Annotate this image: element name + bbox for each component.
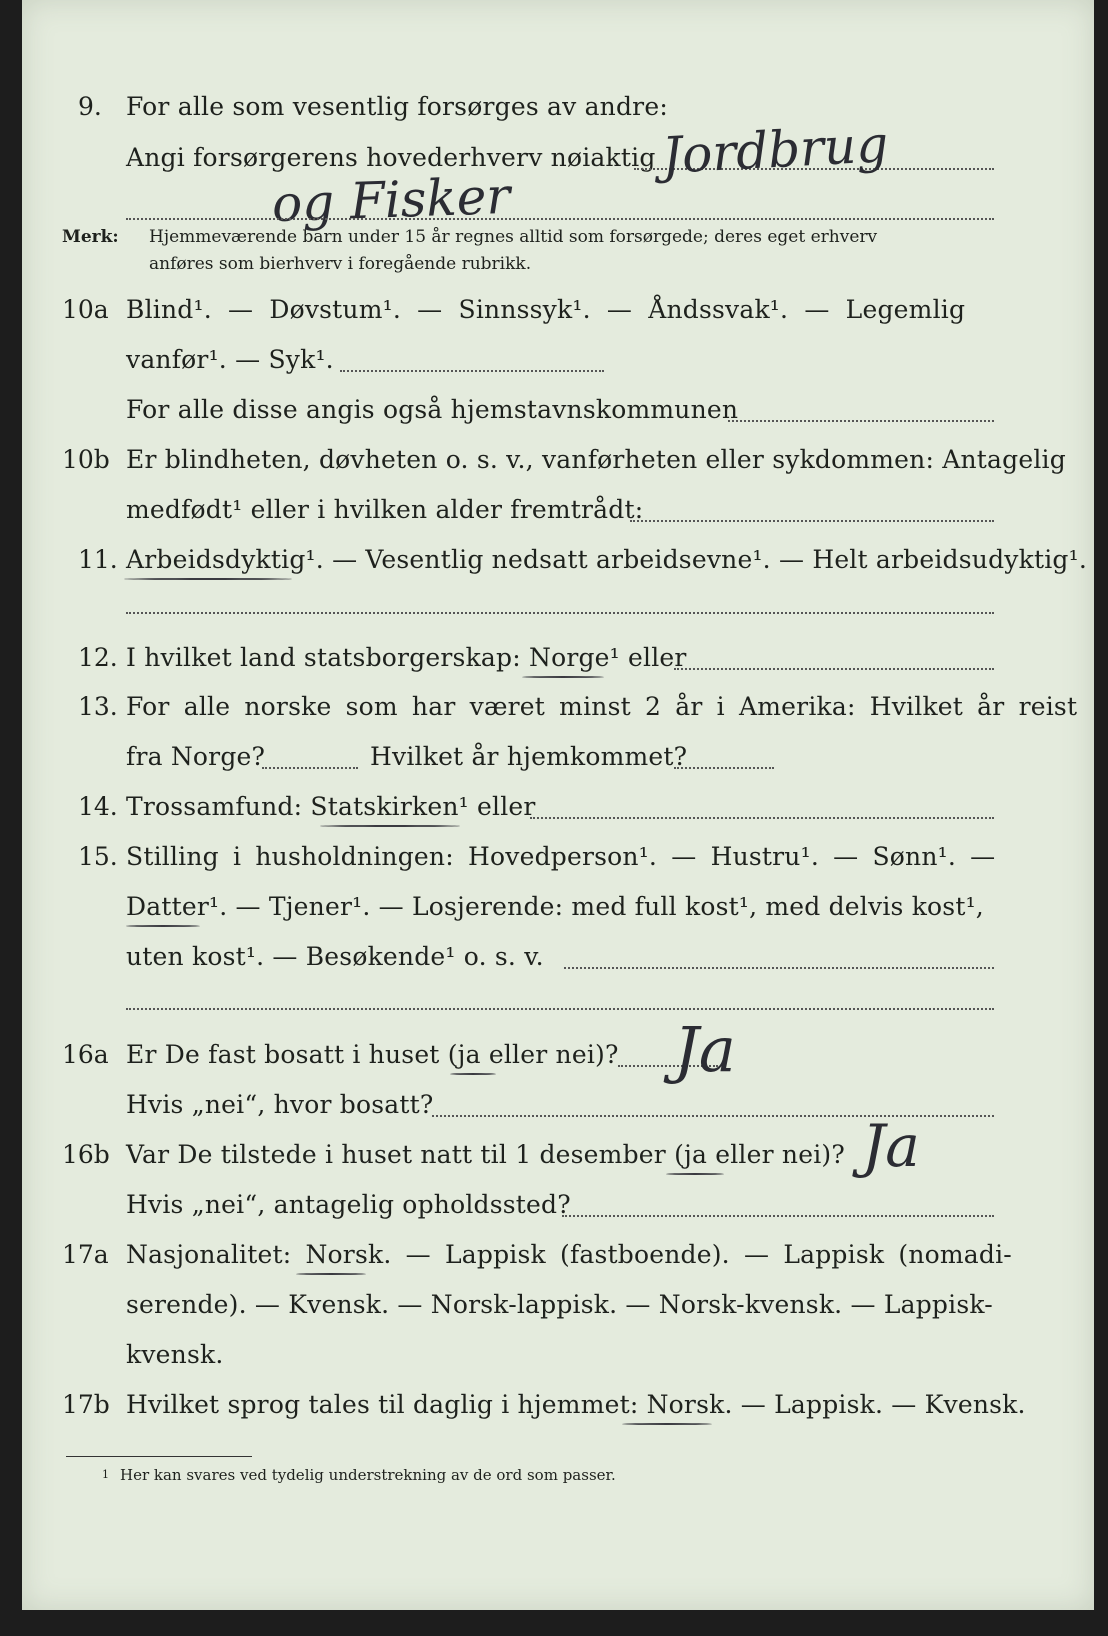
q13-number: 13. — [78, 692, 118, 721]
q9-number: 9. — [78, 92, 102, 121]
q11-underline-mark — [124, 578, 292, 580]
q10a-line2: vanfør¹. — Syk¹. — [126, 345, 334, 374]
q17b-number: 17b — [62, 1390, 110, 1419]
q15-line3: uten kost¹. — Besøkende¹ o. s. v. — [126, 942, 544, 971]
q10a-line1: Blind¹. — Døvstum¹. — Sinnssyk¹. — Åndssvak¹. — Legemlig — [126, 295, 966, 324]
merk-line1: Hjemmeværende barn under 15 år regnes alltid som forsørgede; deres eget erhverv — [149, 227, 878, 247]
q13-line2b: Hvilket år hjemkommet? — [370, 742, 688, 771]
q9-handwritten-answer1: Jordbrug — [660, 115, 890, 185]
q11-line1: Arbeidsdyktig¹. — Vesentlig nedsatt arbeidsevne¹. — Helt arbeidsudyktig¹. — [126, 545, 1087, 574]
q15-underline-mark — [126, 925, 200, 927]
q10a-answer-line — [340, 370, 604, 372]
q17b-underline-mark — [622, 1423, 712, 1425]
q10b-number: 10b — [62, 445, 110, 474]
footnote-rule — [66, 1456, 252, 1457]
q13-answer-line1 — [262, 767, 358, 769]
q12-answer-line — [674, 668, 994, 670]
q9-handwritten-answer2: og Fisker — [271, 166, 512, 234]
q14-line1: Trossamfund: Statskirken¹ eller — [126, 792, 536, 821]
footnote-mark: 1 — [102, 1468, 109, 1481]
q16b-handwritten-answer: Ja — [862, 1112, 920, 1180]
q15-line2: Datter¹. — Tjener¹. — Losjerende: med full kost¹, med delvis kost¹, — [126, 892, 984, 921]
q10b-line1: Er blindheten, døvheten o. s. v., vanførheten eller sykdommen: Antagelig — [126, 445, 1066, 474]
q11-number: 11. — [78, 545, 118, 574]
q16b-underline-mark — [666, 1173, 724, 1175]
q17a-underline-mark — [296, 1273, 366, 1275]
q10a-answer-line2 — [728, 420, 994, 422]
q16b-answer-line — [562, 1215, 994, 1217]
q16a-line1: Er De fast bosatt i huset (ja eller nei)? — [126, 1040, 619, 1069]
q15-answer-line2 — [126, 1008, 994, 1010]
q16b-line2: Hvis „nei“, antagelig opholdssted? — [126, 1190, 571, 1219]
q12-number: 12. — [78, 643, 118, 672]
q17a-line2: serende). — Kvensk. — Norsk-lappisk. — Norsk-kvensk. — Lappisk- — [126, 1290, 993, 1319]
q16b-line1: Var De tilstede i huset natt til 1 desember (ja eller nei)? — [126, 1140, 845, 1169]
q10a-number: 10a — [62, 295, 109, 324]
q16a-underline-mark — [450, 1073, 496, 1075]
q16b-number: 16b — [62, 1140, 110, 1169]
census-form-page — [22, 0, 1094, 1610]
q14-number: 14. — [78, 792, 118, 821]
merk-line2: anføres som bierhverv i foregående rubrikk. — [149, 254, 532, 274]
q17a-line3: kvensk. — [126, 1340, 224, 1369]
q9-line1: For alle som vesentlig forsørges av andre: — [126, 92, 668, 121]
q17b-line1: Hvilket sprog tales til daglig i hjemmet: Norsk. — Lappisk. — Kvensk. — [126, 1390, 1026, 1419]
q13-line1: For alle norske som har været minst 2 år i Amerika: Hvilket år reist — [126, 692, 1078, 721]
q14-underline-mark — [320, 825, 460, 827]
q16a-number: 16a — [62, 1040, 109, 1069]
q16a-handwritten-answer: Ja — [674, 1013, 736, 1086]
q16a-line2: Hvis „nei“, hvor bosatt? — [126, 1090, 434, 1119]
q9-answer-line2 — [126, 218, 994, 220]
q17a-number: 17a — [62, 1240, 109, 1269]
q15-answer-line — [564, 967, 994, 969]
q15-number: 15. — [78, 842, 118, 871]
q10a-line3: For alle disse angis også hjemstavnskommunen — [126, 395, 739, 424]
q17a-line1: Nasjonalitet: Norsk. — Lappisk (fastboende). — Lappisk (nomadi- — [126, 1240, 1012, 1269]
q12-line1: I hvilket land statsborgerskap: Norge¹ eller — [126, 643, 687, 672]
q9-line2: Angi forsørgerens hovederhverv nøiaktig — [126, 143, 656, 172]
q12-underline-mark — [522, 676, 604, 678]
q15-line1: Stilling i husholdningen: Hovedperson¹. — Hustru¹. — Sønn¹. — — [126, 842, 996, 871]
q10b-line2: medfødt¹ eller i hvilken alder fremtrådt: — [126, 495, 644, 524]
q13-answer-line2 — [674, 767, 774, 769]
q11-answer-line — [126, 612, 994, 614]
merk-label: Merk: — [62, 227, 119, 247]
footnote-text: Her kan svares ved tydelig understrekning av de ord som passer. — [120, 1466, 616, 1484]
q14-answer-line — [530, 817, 994, 819]
q13-line2a: fra Norge? — [126, 742, 266, 771]
q10b-answer-line — [630, 520, 994, 522]
